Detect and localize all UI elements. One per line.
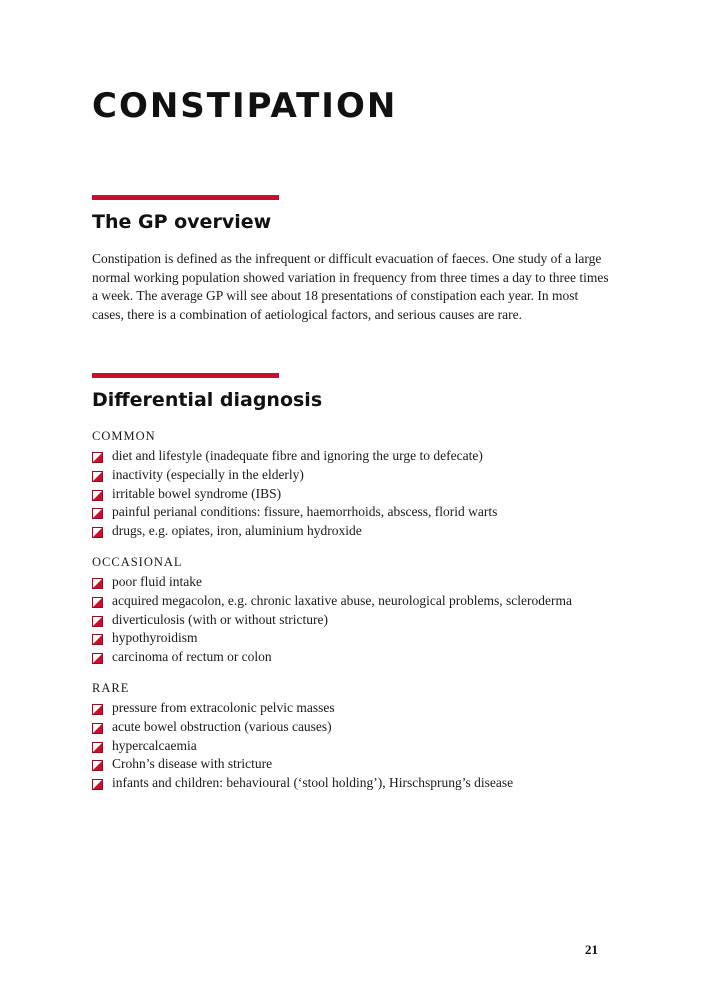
section-heading-overview: The GP overview (92, 211, 272, 233)
overview-paragraph: Constipation is defined as the infrequent or difficult evacuation of faeces. One study of a large normal working population showed variation in frequency from three times a day to three times a week. The average GP will see about 18 presentations of constipation each year. In most cases, there is a combination of aetiological factors, and serious causes are rare. (92, 251, 609, 323)
bullet-icon (92, 527, 103, 538)
list-item-text: acute bowel obstruction (various causes) (112, 718, 332, 734)
list-item-text: hypercalcaemia (112, 737, 197, 753)
group-label-rare: RARE (92, 681, 130, 695)
bullet-icon (92, 704, 103, 715)
list-item-text: infants and children: behavioural (‘stool holding’), Hirschsprung’s disease (112, 775, 514, 791)
list-item-text: pressure from extracolonic pelvic masses (112, 700, 335, 715)
list-item (92, 522, 612, 541)
list-item-text: carcinoma of rectum or colon (112, 649, 272, 665)
list-item (92, 466, 612, 485)
diagnosis-group-rare (92, 680, 612, 793)
list-item-text: irritable bowel syndrome (IBS) (112, 485, 282, 501)
list-item (92, 592, 612, 611)
bullet-icon (92, 653, 103, 664)
list-item-text: acquired megacolon, e.g. chronic laxative abuse, neurological problems, scleroderma (112, 592, 572, 608)
section-divider-overview (92, 195, 279, 200)
diagnosis-list-occasional (92, 573, 612, 667)
list-item-text: Crohn’s disease with stricture (112, 756, 273, 772)
diagnosis-list-rare (92, 699, 612, 793)
list-item (92, 774, 612, 793)
list-item (92, 699, 612, 718)
list-item (92, 485, 612, 504)
list-item (92, 503, 612, 522)
bullet-icon (92, 634, 103, 645)
group-label-common: COMMON (92, 429, 156, 443)
page-title: CONSTIPATION (92, 86, 398, 126)
diagnosis-group-occasional (92, 554, 612, 667)
bullet-icon (92, 723, 103, 734)
list-item (92, 718, 612, 737)
list-item-text: poor fluid intake (112, 574, 202, 589)
list-item (92, 573, 612, 592)
list-item-text: diverticulosis (with or without stricture) (112, 611, 328, 627)
list-item-text: painful perianal conditions: fissure, haemorrhoids, abscess, florid warts (112, 504, 498, 520)
diagnosis-group-common (92, 428, 612, 541)
bullet-icon (92, 508, 103, 519)
list-item (92, 648, 612, 667)
bullet-icon (92, 471, 103, 482)
bullet-icon (92, 616, 103, 627)
list-item (92, 611, 612, 630)
list-item-text: drugs, e.g. opiates, iron, aluminium hydroxide (112, 523, 362, 539)
diagnosis-list-common (92, 447, 612, 541)
bullet-icon (92, 578, 103, 589)
page-number: 21 (585, 942, 598, 957)
bullet-icon (92, 452, 103, 463)
list-item (92, 629, 612, 648)
bullet-icon (92, 490, 103, 501)
list-item (92, 755, 612, 774)
bullet-icon (92, 779, 103, 790)
list-item-text: hypothyroidism (112, 630, 198, 646)
section-divider-differential (92, 373, 279, 378)
list-item-text: inactivity (especially in the elderly) (112, 466, 304, 482)
list-item-text: diet and lifestyle (inadequate fibre and ignoring the urge to defecate) (112, 448, 483, 463)
section-heading-differential-diagnosis: Differential diagnosis (92, 389, 323, 411)
bullet-icon (92, 597, 103, 608)
bullet-icon (92, 742, 103, 753)
list-item (92, 447, 612, 466)
group-label-occasional: OCCASIONAL (92, 555, 183, 569)
list-item (92, 737, 612, 756)
bullet-icon (92, 760, 103, 771)
